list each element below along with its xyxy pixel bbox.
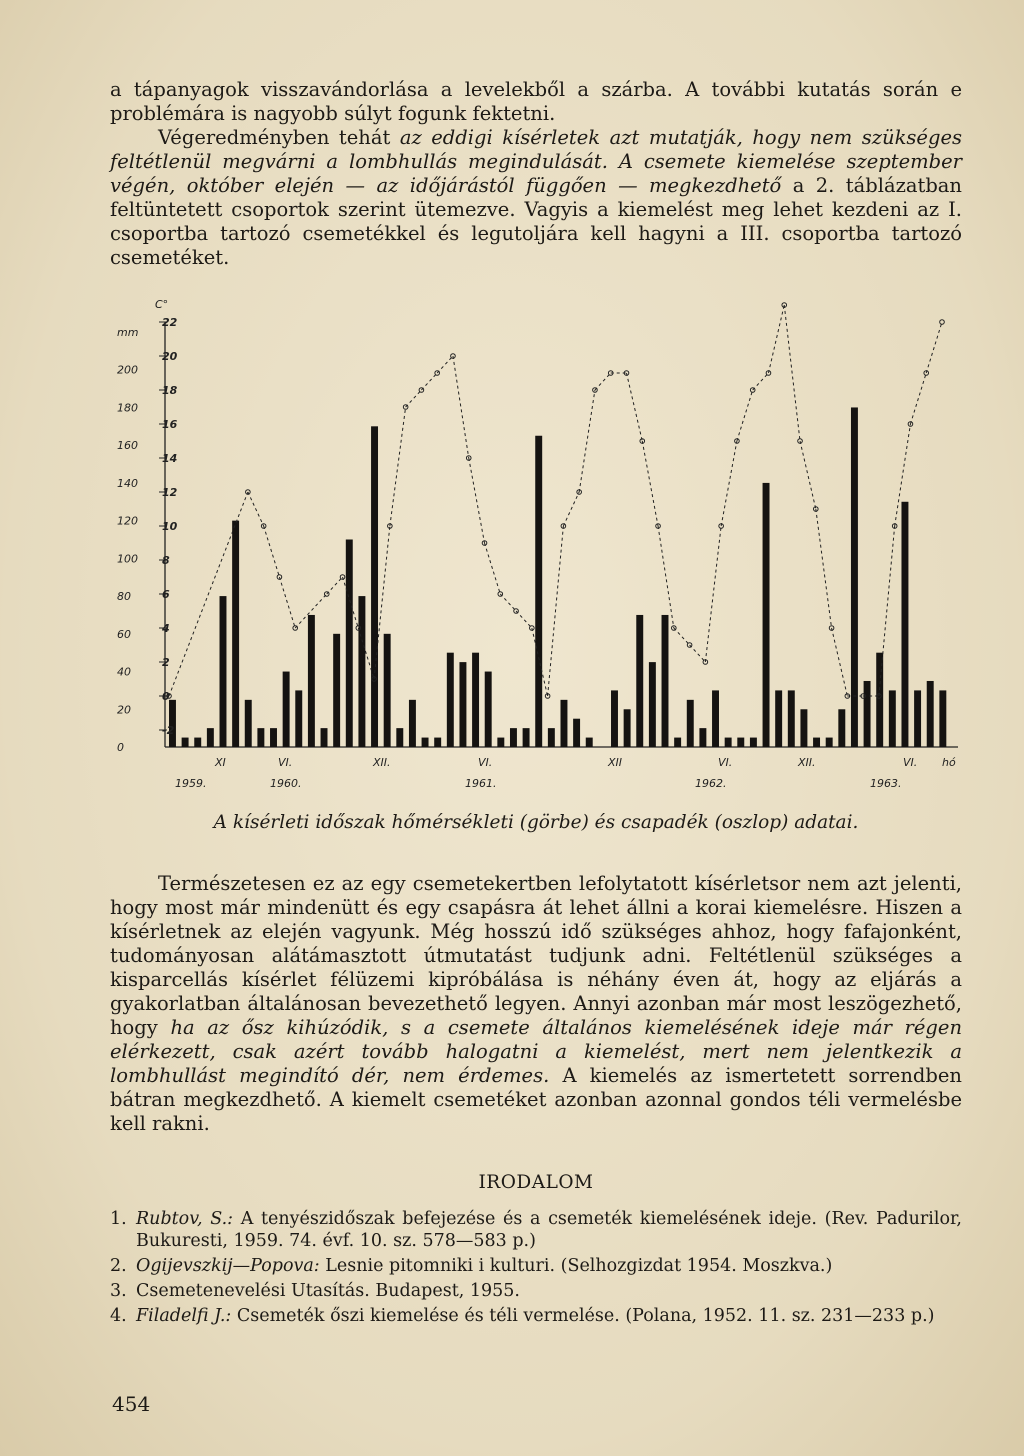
precip-bar (725, 738, 732, 747)
temp-tick-label: 8 (162, 554, 170, 567)
precip-bar (371, 426, 378, 747)
temp-tick-label: 16 (162, 418, 178, 431)
temperature-curve (167, 303, 945, 699)
precip-bar (864, 681, 871, 747)
temp-segment (879, 526, 895, 696)
ref-author: Rubtov, S.: (136, 1209, 234, 1229)
precip-bar (813, 738, 820, 747)
ref-author: Filadelfi J.: (136, 1306, 232, 1326)
precip-bar (321, 728, 328, 747)
precip-bar (901, 502, 908, 747)
temp-tick-label: 0 (162, 690, 170, 703)
month-label: XII (608, 756, 623, 769)
precip-bar (586, 738, 593, 747)
temp-tick-label: 22 (162, 316, 178, 329)
temp-segment (264, 526, 280, 577)
ref-text: Lesnie pitomniki i kulturi. (Selhozgizdat 1954. Moszkva.) (319, 1256, 833, 1276)
precip-bar (434, 738, 441, 747)
p2-plain: Végeredményben tehát (158, 126, 400, 149)
precip-bar (497, 738, 504, 747)
precip-tick-label: 180 (117, 401, 138, 415)
temp-segment (485, 543, 501, 594)
precip-tick-label: 80 (117, 590, 131, 604)
precip-bar (472, 653, 479, 747)
year-label: 1962. (695, 777, 727, 790)
precip-bars (169, 407, 946, 747)
temp-segment (437, 356, 453, 373)
year-label: 1963. (870, 777, 902, 790)
precip-bar (687, 700, 694, 747)
year-label: 1960. (270, 777, 302, 790)
year-label: 1961. (465, 777, 497, 790)
month-label: XI (215, 756, 226, 769)
temp-segment (800, 441, 816, 509)
temp-segment (753, 373, 769, 390)
temp-segment (832, 628, 848, 696)
temp-tick-label: 2 (162, 656, 170, 669)
p2-italic: az eddigi kísérletek azt mutatják, hogy nem szükséges feltétlenül megvárni a lombhullás megindulását. A csemete kiemelése szeptember végén, október elején — az időjárástól függően — megkezdhető (110, 126, 963, 197)
reference-item (110, 1255, 962, 1277)
temp-segment (327, 577, 343, 594)
ref-text: Csemeték őszi kiemelése és téli vermelése. (Polana, 1952. 11. sz. 231—233 p.) (231, 1306, 935, 1326)
precip-bar (561, 700, 568, 747)
precip-bar (636, 615, 643, 747)
precip-tick-label: 0 (117, 741, 124, 754)
p2-rest: a 2. táblázatban feltüntetett csoportok szerint ütemezve. Vagyis a kiemelést meg lehet kezdeni az I. csoportba tartozó csemetékkel és legutoljára kell hagyni a III. csoportba tartozó csemetéket. (110, 174, 962, 269)
precip-bar (396, 728, 403, 747)
precip-bar (510, 728, 517, 747)
temp-tick-label: 6 (162, 588, 170, 601)
bottom-text-block (110, 872, 962, 1136)
year-label: 1959. (175, 777, 207, 790)
literature-title: IRODALOM (478, 1172, 594, 1193)
precip-tick-label: 40 (117, 665, 131, 679)
month-label: VI. (718, 756, 733, 769)
precip-bar (775, 690, 782, 747)
precip-bar (409, 700, 416, 747)
temp-segment (690, 645, 706, 662)
precip-tick-label: 60 (117, 627, 131, 641)
temp-segment (516, 611, 532, 628)
precip-tick-label: 160 (117, 439, 138, 453)
precip-bar (220, 596, 227, 747)
ref-number: 1. (110, 1209, 127, 1229)
reference-item (110, 1208, 962, 1252)
month-label: XII. (373, 756, 391, 769)
temp-segment (626, 373, 642, 441)
temp-segment (548, 526, 564, 696)
temp-segment (737, 390, 753, 441)
x-unit-label: hó (942, 756, 956, 769)
precip-bar (737, 738, 744, 747)
precip-bar (838, 709, 845, 747)
paragraph-3 (110, 872, 962, 1136)
precip-bar (485, 672, 492, 747)
ref-author: Ogijevszkij—Popova: (136, 1256, 320, 1276)
precip-bar (346, 540, 353, 748)
temp-segment (248, 492, 264, 526)
ref-number: 3. (110, 1281, 127, 1301)
figure-caption: A kísérleti időszak hőmérsékleti (görbe) és csapadék (oszlop) adatai. (213, 812, 859, 833)
ref-number: 4. (110, 1306, 127, 1326)
precip-tick-label: 20 (117, 703, 131, 717)
precip-bar (927, 681, 934, 747)
temp-tick-label: 10 (162, 520, 178, 533)
reference-item (110, 1280, 962, 1302)
p3-italic: ha az ősz kihúzódik, s a csemete általános kiemelésének ideje már régen elérkezett, csak azért tovább halogatni a kiemelést, mert nem jelentkezik a lombhullást megindító dér, nem érdemes. (110, 1016, 963, 1087)
precip-bar (649, 662, 656, 747)
temp-segment (595, 373, 611, 390)
precip-bar (232, 521, 239, 747)
temp-unit: C° (155, 298, 169, 311)
temp-segment (390, 407, 406, 526)
temp-segment (816, 509, 832, 628)
precip-bar (270, 728, 277, 747)
ref-number: 2. (110, 1256, 127, 1276)
precip-bar (384, 634, 391, 747)
precip-bar (447, 653, 454, 747)
precip-bar (523, 728, 530, 747)
precip-bar (674, 738, 681, 747)
temp-segment (406, 390, 422, 407)
precip-bar (750, 738, 757, 747)
precip-bar (800, 709, 807, 747)
temp-segment (721, 441, 737, 526)
temp-tick-label: 12 (162, 486, 178, 499)
precip-bar (788, 690, 795, 747)
temp-segment (279, 577, 295, 628)
temp-tick-label: 14 (162, 452, 178, 465)
temp-segment (784, 305, 800, 441)
temp-segment (453, 356, 469, 458)
temp-segment (674, 628, 690, 645)
precip-bar (459, 662, 466, 747)
precip-bar (876, 653, 883, 747)
precip-tick-label: 200 (117, 363, 138, 377)
precip-bar (712, 690, 719, 747)
precip-tick-label: 140 (117, 476, 138, 490)
precip-bar (889, 690, 896, 747)
precip-bar (182, 738, 189, 747)
precip-bar (333, 634, 340, 747)
p3-rest: A kiemelés az ismertetett sorrendben bátran megkezdhető. A kiemelt csemetéket azonban azonnal gondos téli vermelésbe kell rakni. (110, 1064, 962, 1135)
precip-bar (548, 728, 555, 747)
precip-bar (283, 672, 290, 747)
temp-segment (658, 526, 674, 628)
precip-bar (207, 728, 214, 747)
chart-axes (159, 322, 958, 747)
temp-segment (910, 373, 926, 424)
temp-segment (500, 594, 516, 611)
precip-bar (308, 615, 315, 747)
temp-segment (642, 441, 658, 526)
temp-segment (579, 390, 595, 492)
paragraph-1: a tápanyagok visszavándorlása a levelekből a szárba. A további kutatás során e problémára is nagyobb súlyt fogunk fektetni. (110, 78, 962, 125)
temp-segment (563, 492, 579, 526)
month-label: VI. (903, 756, 918, 769)
precip-bar (573, 719, 580, 747)
temp-tick-label: 4 (162, 622, 170, 635)
precip-bar (358, 596, 365, 747)
precip-bar (535, 436, 542, 747)
precip-bar (763, 483, 770, 747)
p3-plain: Természetesen ez az egy csemetekertben lefolytatott kísérletsor nem azt jelenti, hogy most már mindenütt és egy csapásra át lehet állni a korai kiemelésre. Hiszen a kísérletnek az elején vagyunk. Még hosszú idő szükséges ahhoz, hogy fafajonként, tudományosan alátámasztott útmutatást tudjunk adni. Feltétlenül szükséges a kisparcellás kísérlet félüzemi kipróbálása is néhány éven át, hogy az eljárás a gyakorlatban általánosan bevezethető legyen. Annyi azonban már most leszögezhető, hogy (110, 872, 962, 1039)
precip-bar (245, 700, 252, 747)
precip-bar (939, 690, 946, 747)
reference-item (110, 1305, 962, 1327)
reference-list (110, 1208, 962, 1330)
temp-tick-label: 20 (162, 350, 178, 363)
temp-segment (469, 458, 485, 543)
temp-segment (421, 373, 437, 390)
precip-bar (611, 690, 618, 747)
ref-text: A tenyészidőszak befejezése és a csemeték kiemelésének ideje. (Rev. Padurilor, Bukuresti, 1959. 74. évf. 10. sz. 578—583 p.) (136, 1209, 962, 1251)
precip-bar (662, 615, 669, 747)
precip-bar (914, 690, 921, 747)
precip-unit: mm (117, 326, 139, 339)
precip-tick-label: 120 (117, 514, 138, 528)
temp-segment (705, 526, 721, 662)
precip-bar (194, 738, 201, 747)
precip-tick-label: 100 (117, 552, 138, 566)
month-label: VI. (478, 756, 493, 769)
precip-bar (624, 709, 631, 747)
temp-tick-label: 18 (162, 384, 178, 397)
precip-bar (295, 690, 302, 747)
month-label: VI. (278, 756, 293, 769)
precip-bar (699, 728, 706, 747)
precip-bar (422, 738, 429, 747)
precip-bar (257, 728, 264, 747)
ref-text: Csemetenevelési Utasítás. Budapest, 1955. (136, 1281, 520, 1301)
precip-bar (826, 738, 833, 747)
temp-tick-label: -2 (162, 724, 175, 737)
month-label: XII. (798, 756, 816, 769)
temp-segment (768, 305, 784, 373)
page-number: 454 (112, 1392, 151, 1416)
temp-segment (926, 322, 942, 373)
